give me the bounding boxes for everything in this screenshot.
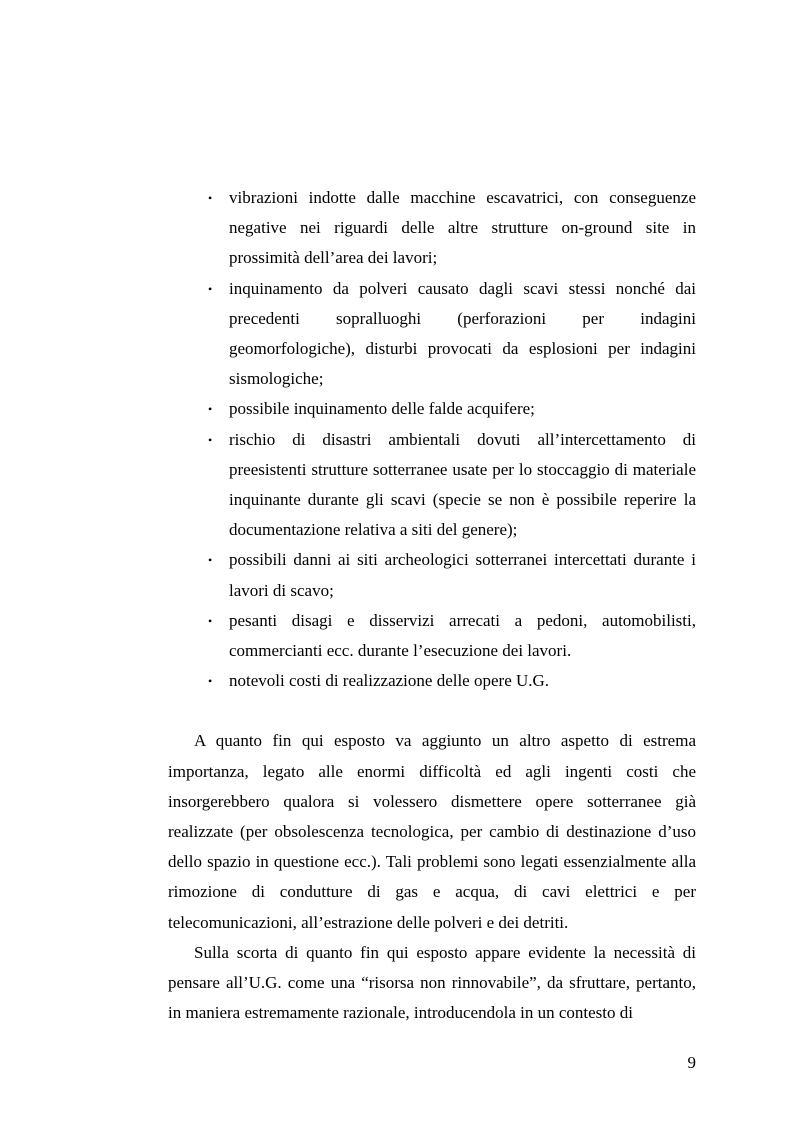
page-body: [168, 183, 696, 1028]
list-item: [168, 606, 696, 666]
bullet-list: [168, 183, 696, 696]
list-item-text: vibrazioni indotte dalle macchine escavatrici, con conseguenze negative nei riguardi delle altre strutture on-ground site in prossimità dell’area dei lavori;: [229, 188, 696, 268]
body-paragraph: Sulla scorta di quanto fin qui esposto appare evidente la necessità di pensare all’U.G. come una “risorsa non rinnovabile”, da sfruttare, pertanto, in maniera estremamente razionale, introducendola in un contesto di: [168, 942, 696, 1023]
bullet-icon: •: [208, 281, 213, 296]
list-item: [168, 666, 696, 696]
list-item-text: possibile inquinamento delle falde acquifere;: [229, 399, 535, 419]
list-item: [168, 425, 696, 546]
bullet-icon: •: [208, 553, 213, 568]
bullet-icon: •: [208, 674, 213, 689]
bullet-icon: •: [208, 402, 213, 417]
list-item-text: possibili danni ai siti archeologici sotterranei intercettati durante i lavori di scavo;: [229, 550, 696, 600]
body-paragraph: A quanto fin qui esposto va aggiunto un altro aspetto di estrema importanza, legato alle enormi difficoltà ed agli ingenti costi che insorgerebbero qualora si volessero dismettere opere sotterranee già realizzate (per obsolescenza tecnologica, per cambio di destinazione d’uso dello spazio in questione ecc.). Tali problemi sono legati essenzialmente alla rimozione di condutture di gas e acqua, di cavi elettrici e per telecomunicazioni, all’estrazione delle polveri e dei detriti.: [168, 731, 696, 932]
bullet-icon: •: [208, 191, 213, 205]
list-item: [168, 394, 696, 424]
list-item: [168, 545, 696, 605]
list-item: [168, 183, 696, 274]
list-item-text: rischio di disastri ambientali dovuti all’intercettamento di preesistenti strutture sotterranee usate per lo stoccaggio di materiale inquinante durante gli scavi (specie se non è possibile reperire la documentazione relativa a siti del genere);: [229, 429, 696, 540]
list-item: [168, 274, 696, 395]
bullet-icon: •: [208, 432, 213, 447]
list-item-text: pesanti disagi e disservizi arrecati a pedoni, automobilisti, commercianti ecc. durante l’esecuzione dei lavori.: [229, 610, 696, 661]
page-number: 9: [687, 1053, 696, 1072]
bullet-icon: •: [208, 613, 213, 628]
list-item-text: inquinamento da polveri causato dagli scavi stessi nonché dai precedenti sopralluoghi (perforazioni per indagini geomorfologiche), disturbi provocati da esplosioni per indagini sismologiche;: [229, 278, 696, 389]
list-item-text: notevoli costi di realizzazione delle opere U.G.: [229, 671, 550, 691]
